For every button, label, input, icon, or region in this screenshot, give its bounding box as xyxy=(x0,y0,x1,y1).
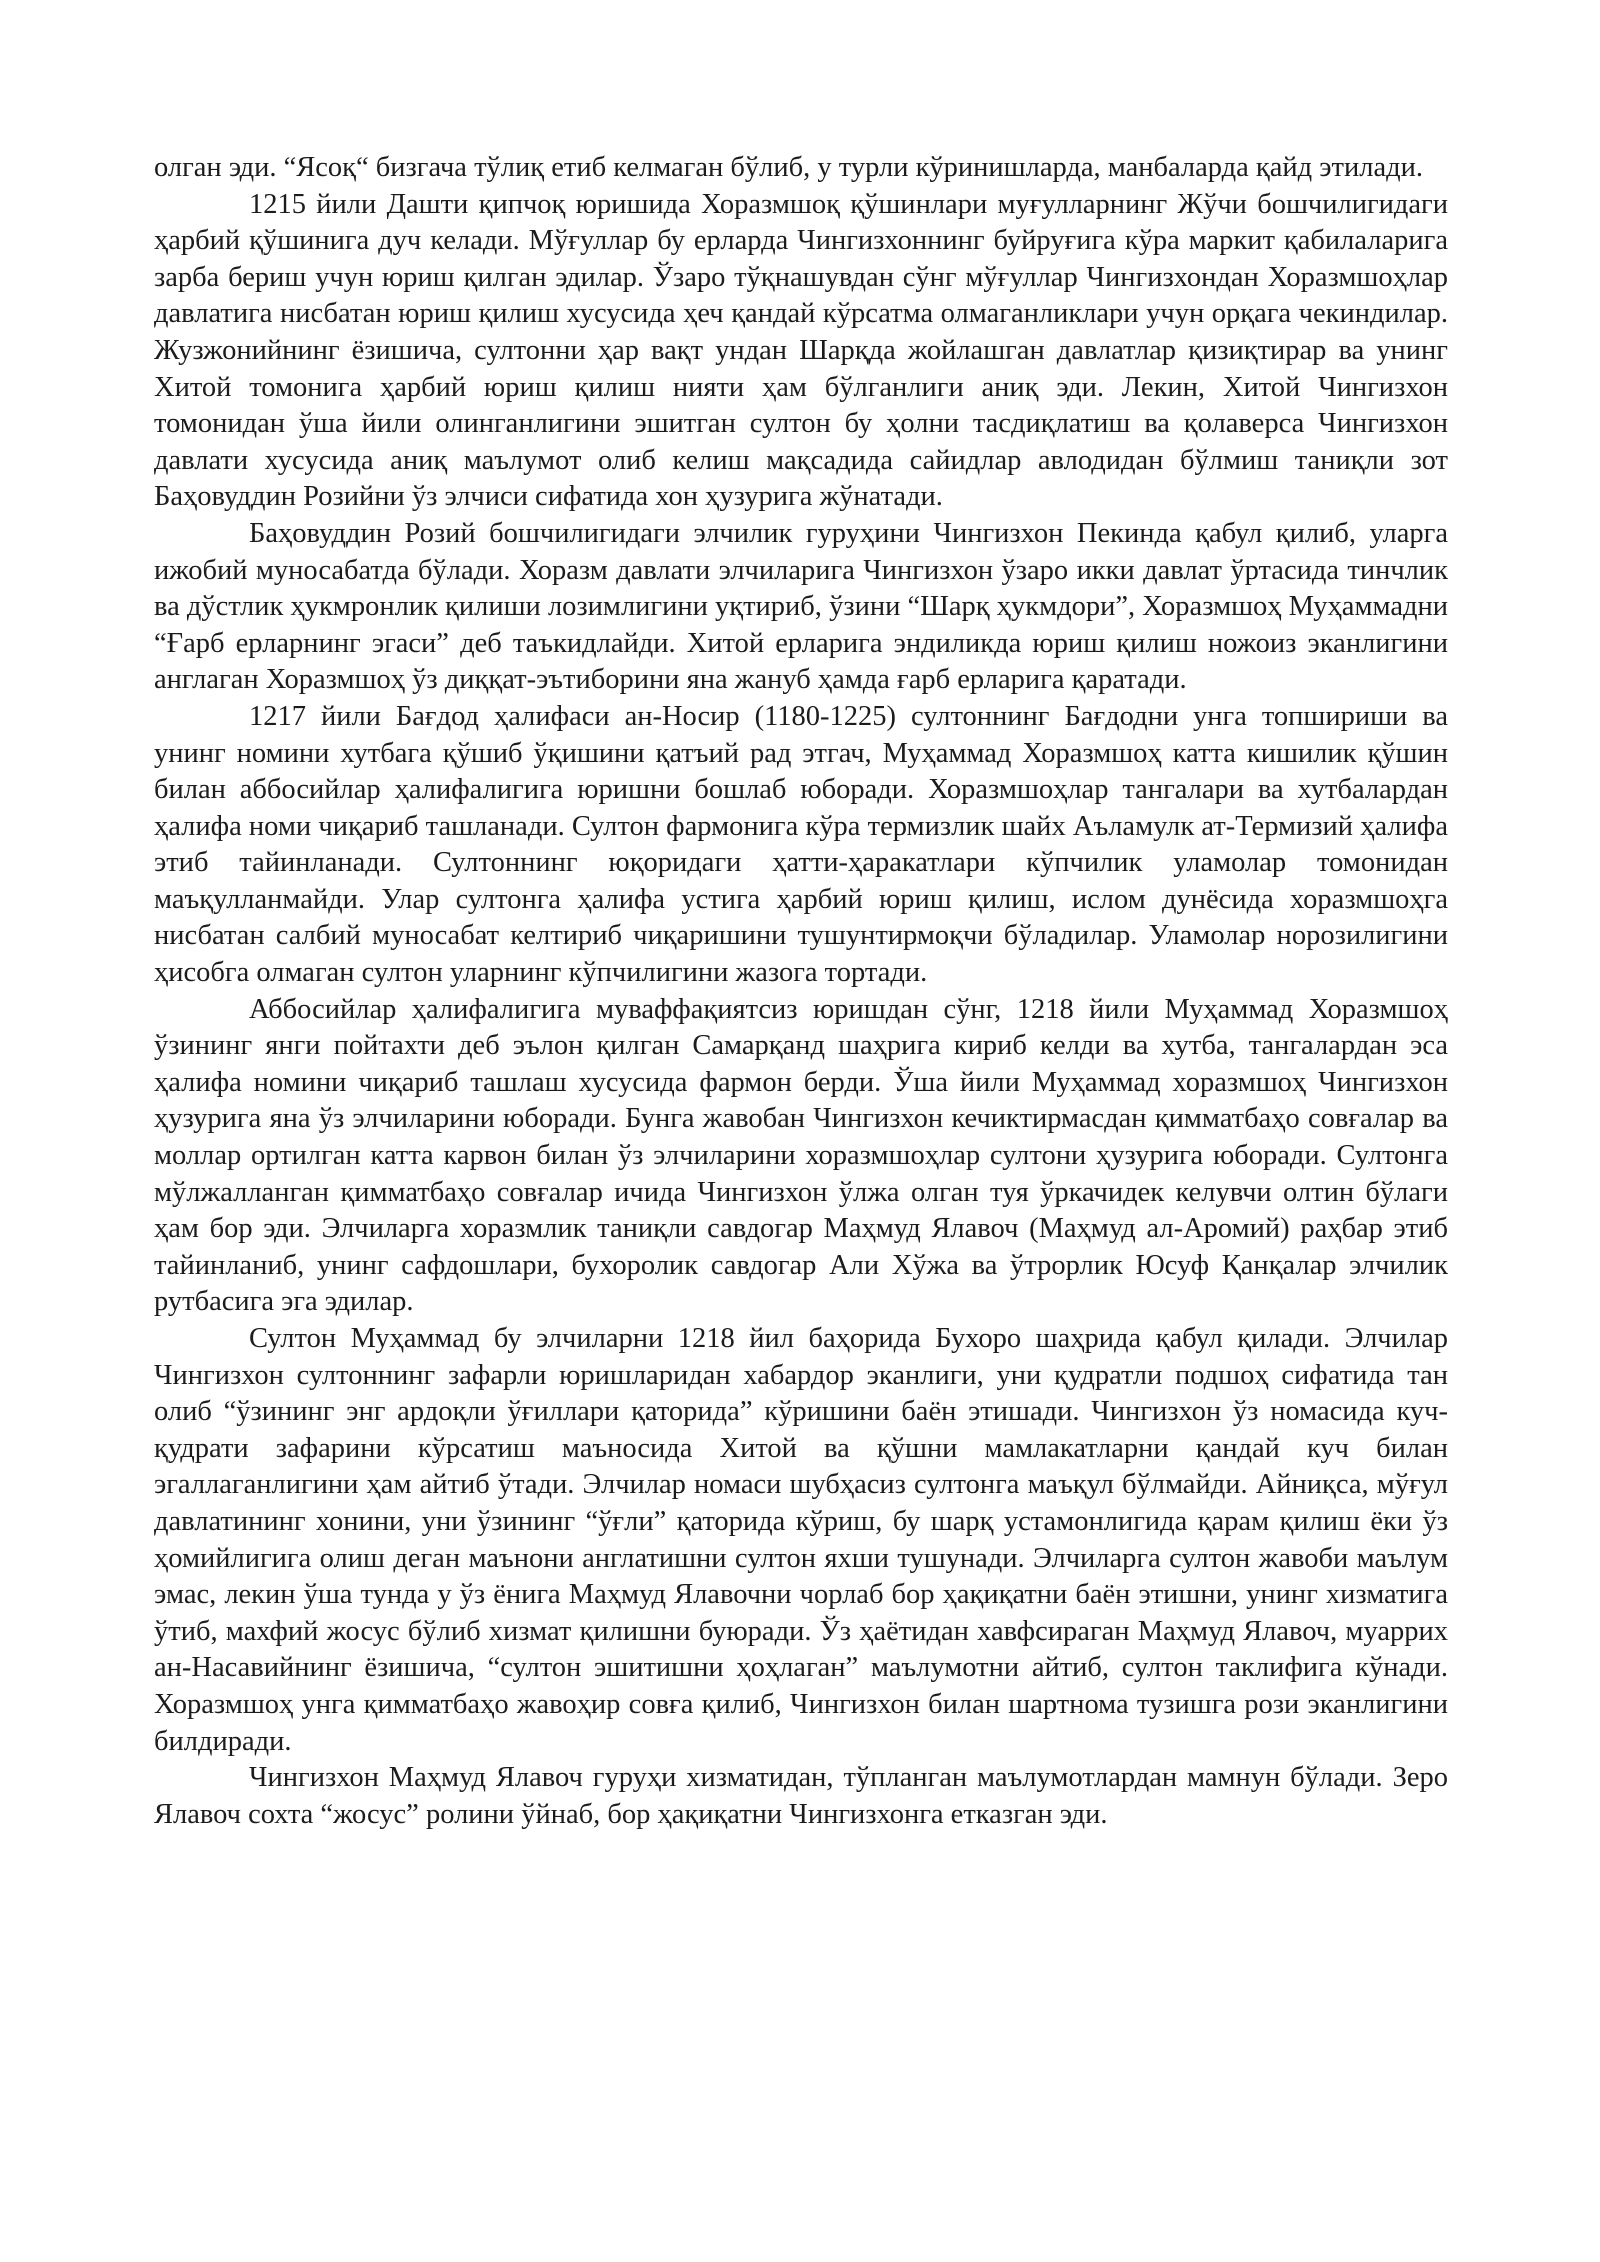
document-page xyxy=(154,150,1448,1833)
paragraph-3: Баҳовуддин Розий бошчилигидаги элчилик гуруҳини Чингизхон Пекинда қабул қилиб, уларга ижобий муносабатда бўлади. Хоразм давлати элчиларига Чингизхон ўзаро икки давлат ўртасида тинчлик ва дўстлик ҳукмронлик қилиши лозимлигини уқтириб, ўзини “Шарқ ҳукмдори”, Хоразмшоҳ Муҳаммадни “Ғарб ерларнинг эгаси” деб таъкидлайди. Хитой ерларига эндиликда юриш қилиш ножоиз эканлигини англаган Хоразмшоҳ ўз диққат-эътиборини яна жануб ҳамда ғарб ерларига қаратади. xyxy=(154,517,1448,696)
paragraph-7: Чингизхон Маҳмуд Ялавоч гуруҳи хизматидан, тўпланган маълумотлардан мамнун бўлади. Зеро Ялавоч сохта “жосус” ролини ўйнаб, бор ҳақиқатни Чингизхонга етказган эди. xyxy=(154,1762,1448,1830)
paragraph-1: олган эди. “Ясоқ“ бизгача тўлиқ етиб келмаган бўлиб, у турли кўринишларда, манбаларда қайд этилади. xyxy=(154,152,1423,183)
paragraph-5: Аббосийлар ҳалифалигига муваффақиятсиз юришдан сўнг, 1218 йили Муҳаммад Хоразмшоҳ ўзининг янги пойтахти деб эълон қилган Самарқанд шаҳрига кириб келди ва хутба, тангалардан эса ҳалифа номини чиқариб ташлаш хусусида фармон берди. Ўша йили Муҳаммад хоразмшоҳ Чингизхон ҳузурига яна ўз элчиларини юборади. Бунга жавобан Чингизхон кечиктирмасдан қимматбаҳо совғалар ва моллар ортилган катта карвон билан ўз элчиларини хоразмшоҳлар султони ҳузурига юборади. Султонга мўлжалланган қимматбаҳо совғалар ичида Чингизхон ўлжа олган туя ўркачидек келувчи олтин бўлаги ҳам бор эди. Элчиларга хоразмлик таниқли савдогар Маҳмуд Ялавоч (Маҳмуд ал-Аромий) раҳбар этиб тайинланиб, унинг сафдошлари, бухоролик савдогар Али Хўжа ва ўтрорлик Юсуф Қанқалар элчилик рутбасига эга эдилар. xyxy=(154,993,1448,1318)
paragraph-4: 1217 йили Бағдод ҳалифаси ан-Носир (1180-1225) султоннинг Бағдодни унга топшириши ва унинг номини хутбага қўшиб ўқишини қатъий рад этгач, Муҳаммад Хоразмшоҳ катта кишилик қўшин билан аббосийлар ҳалифалигига юришни бошлаб юборади. Хоразмшоҳлар тангалари ва хутбалардан ҳалифа номи чиқариб ташланади. Султон фармонига кўра термизлик шайх Аъламулк ат-Термизий ҳалифа этиб тайинланади. Султоннинг юқоридаги ҳатти-ҳаракатлари кўпчилик уламолар томонидан маъқулланмайди. Улар султонга ҳалифа устига ҳарбий юриш қилиш, ислом дунёсида хоразмшоҳга нисбатан салбий муносабат келтириб чиқаришини тушунтирмоқчи бўладилар. Уламолар норозилигини ҳисобга олмаган султон уларнинг кўпчилигини жазога тортади. xyxy=(154,700,1448,989)
paragraph-2: 1215 йили Дашти қипчоқ юришида Хоразмшоқ қўшинлари муғулларнинг Жўчи бошчилигидаги ҳарбий қўшинига дуч келади. Мўғуллар бу ерларда Чингизхоннинг буйруғига кўра маркит қабилаларига зарба бериш учун юриш қилган эдилар. Ўзаро тўқнашувдан сўнг мўғуллар Чингизхондан Хоразмшоҳлар давлатига нисбатан юриш қилиш хусусида ҳеч қандай кўрсатма олмаганликлари учун орқага чекиндилар. Жузжонийнинг ёзишича, султонни ҳар вақт ундан Шарқда жойлашган давлатлар қизиқтирар ва унинг Хитой томонига ҳарбий юриш қилиш нияти ҳам бўлганлиги аниқ эди. Лекин, Хитой Чингизхон томонидан ўша йили олинганлигини эшитган султон бу ҳолни тасдиқлатиш ва қолаверса Чингизхон давлати хусусида аниқ маълумот олиб келиш мақсадида сайидлар авлодидан бўлмиш таниқли зот Баҳовуддин Розийни ўз элчиси сифатида хон ҳузурига жўнатади. xyxy=(154,188,1448,513)
paragraph-6: Султон Муҳаммад бу элчиларни 1218 йил баҳорида Бухоро шаҳрида қабул қилади. Элчилар Чингизхон султоннинг зафарли юришларидан хабардор эканлиги, уни қудратли подшоҳ сифатида тан олиб “ўзининг энг ардоқли ўғиллари қаторида” кўришини баён этишади. Чингизхон ўз номасида куч-қудрати зафарини кўрсатиш маъносида Хитой ва қўшни мамлакатларни қандай куч билан эгаллаганлигини ҳам айтиб ўтади. Элчилар номаси шубҳасиз султонга маъқул бўлмайди. Айниқса, мўғул давлатининг хонини, уни ўзининг “ўғли” қаторида кўриш, бу шарқ устамонлигида қарам қилиш ёки ўз ҳомийлигига олиш деган маънони англатишни султон яхши тушунади. Элчиларга султон жавоби маълум эмас, лекин ўша тунда у ўз ёнига Маҳмуд Ялавочни чорлаб бор ҳақиқатни баён этишни, унинг хизматига ўтиб, махфий жосус бўлиб хизмат қилишни буюради. Ўз ҳаётидан хавфсираган Маҳмуд Ялавоч, муаррих ан-Насавийнинг ёзишича, “султон эшитишни ҳоҳлаган” маълумотни айтиб, султон таклифига кўнади. Хоразмшоҳ унга қимматбаҳо жавоҳир совға қилиб, Чингизхон билан шартнома тузишга рози эканлигини билдиради. xyxy=(154,1323,1448,1757)
